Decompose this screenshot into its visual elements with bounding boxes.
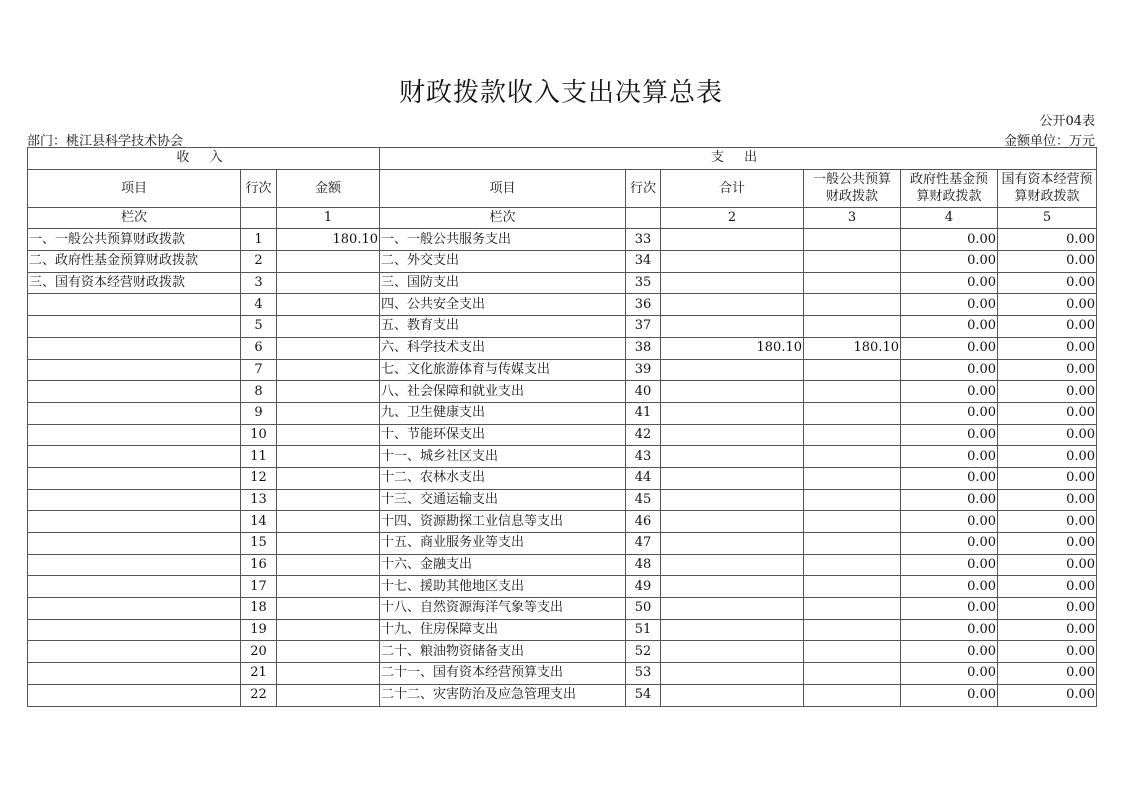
income-rowno-cell: 2 bbox=[241, 251, 277, 273]
income-rowno-cell: 22 bbox=[241, 684, 277, 706]
income-rowno-cell: 6 bbox=[241, 337, 277, 359]
total-cell bbox=[661, 229, 804, 251]
income-amount-cell bbox=[277, 337, 380, 359]
table-row bbox=[28, 446, 1097, 468]
table-row bbox=[28, 294, 1097, 316]
gov-fund-cell: 0.00 bbox=[901, 402, 998, 424]
table-row bbox=[28, 381, 1097, 403]
table-row bbox=[28, 251, 1097, 273]
state-capital-cell: 0.00 bbox=[998, 467, 1097, 489]
gov-fund-cell: 0.00 bbox=[901, 316, 998, 338]
income-item-cell bbox=[28, 337, 241, 359]
income-header: 收 入 bbox=[28, 148, 380, 170]
table-row bbox=[28, 576, 1097, 598]
income-item-cell bbox=[28, 359, 241, 381]
total-cell bbox=[661, 576, 804, 598]
expense-rowno-header: 行次 bbox=[626, 169, 661, 207]
table-row bbox=[28, 511, 1097, 533]
total-cell bbox=[661, 402, 804, 424]
income-rowno-cell: 5 bbox=[241, 316, 277, 338]
income-item-cell: 一、一般公共预算财政拨款 bbox=[28, 229, 241, 251]
gov-fund-cell: 0.00 bbox=[901, 554, 998, 576]
expense-item-cell: 十二、农林水支出 bbox=[380, 467, 626, 489]
expense-item-cell: 一、一般公共服务支出 bbox=[380, 229, 626, 251]
table-row bbox=[28, 337, 1097, 359]
state-capital-cell: 0.00 bbox=[998, 489, 1097, 511]
table-row bbox=[28, 554, 1097, 576]
state-capital-cell: 0.00 bbox=[998, 663, 1097, 685]
col-number-2: 2 bbox=[661, 207, 804, 229]
income-amount-cell bbox=[277, 272, 380, 294]
expense-rowno-cell: 48 bbox=[626, 554, 661, 576]
total-cell bbox=[661, 359, 804, 381]
income-item-cell bbox=[28, 402, 241, 424]
gov-fund-cell: 0.00 bbox=[901, 294, 998, 316]
expense-item-cell: 二、外交支出 bbox=[380, 251, 626, 273]
state-capital-cell: 0.00 bbox=[998, 446, 1097, 468]
income-rowno-cell: 11 bbox=[241, 446, 277, 468]
unit-label: 金额单位：万元 bbox=[1003, 134, 1095, 149]
gov-fund-cell: 0.00 bbox=[901, 272, 998, 294]
gov-fund-cell: 0.00 bbox=[901, 663, 998, 685]
total-cell bbox=[661, 294, 804, 316]
table-row bbox=[28, 663, 1097, 685]
col-label-income: 栏次 bbox=[28, 207, 241, 229]
table-row bbox=[28, 402, 1097, 424]
expense-rowno-cell: 54 bbox=[626, 684, 661, 706]
expense-item-cell: 二十一、国有资本经营预算支出 bbox=[380, 663, 626, 685]
expense-item-cell: 五、教育支出 bbox=[380, 316, 626, 338]
expense-rowno-cell: 45 bbox=[626, 489, 661, 511]
total-cell bbox=[661, 489, 804, 511]
gov-fund-cell: 0.00 bbox=[901, 446, 998, 468]
expense-rowno-cell: 44 bbox=[626, 467, 661, 489]
general-budget-cell bbox=[804, 554, 901, 576]
table-row bbox=[28, 641, 1097, 663]
general-budget-cell bbox=[804, 446, 901, 468]
income-rowno-cell: 1 bbox=[241, 229, 277, 251]
expense-rowno-cell: 39 bbox=[626, 359, 661, 381]
expense-rowno-cell: 42 bbox=[626, 424, 661, 446]
income-amount-cell bbox=[277, 446, 380, 468]
expense-item-cell: 十五、商业服务业等支出 bbox=[380, 533, 626, 555]
income-item-header: 项目 bbox=[28, 169, 241, 207]
total-header: 合计 bbox=[661, 169, 804, 207]
gov-fund-cell: 0.00 bbox=[901, 576, 998, 598]
state-capital-cell: 0.00 bbox=[998, 316, 1097, 338]
general-budget-cell bbox=[804, 359, 901, 381]
gov-fund-cell: 0.00 bbox=[901, 619, 998, 641]
table-row bbox=[28, 272, 1097, 294]
gov-fund-cell: 0.00 bbox=[901, 684, 998, 706]
expense-item-cell: 十一、城乡社区支出 bbox=[380, 446, 626, 468]
state-capital-cell: 0.00 bbox=[998, 598, 1097, 620]
expense-item-cell: 八、社会保障和就业支出 bbox=[380, 381, 626, 403]
gov-fund-cell: 0.00 bbox=[901, 533, 998, 555]
income-rowno-cell: 16 bbox=[241, 554, 277, 576]
income-amount-cell bbox=[277, 402, 380, 424]
general-budget-cell bbox=[804, 663, 901, 685]
expense-rowno-cell: 34 bbox=[626, 251, 661, 273]
income-amount-cell bbox=[277, 359, 380, 381]
expense-item-header: 项目 bbox=[380, 169, 626, 207]
col-number-1: 1 bbox=[277, 207, 380, 229]
total-cell bbox=[661, 467, 804, 489]
expense-item-cell: 十三、交通运输支出 bbox=[380, 489, 626, 511]
expense-item-cell: 二十二、灾害防治及应急管理支出 bbox=[380, 684, 626, 706]
expense-rowno-cell: 37 bbox=[626, 316, 661, 338]
general-budget-cell bbox=[804, 684, 901, 706]
income-amount-cell bbox=[277, 511, 380, 533]
state-capital-cell: 0.00 bbox=[998, 424, 1097, 446]
income-rowno-cell: 13 bbox=[241, 489, 277, 511]
total-cell bbox=[661, 381, 804, 403]
general-budget-cell bbox=[804, 641, 901, 663]
general-budget-cell bbox=[804, 598, 901, 620]
general-budget-cell: 180.10 bbox=[804, 337, 901, 359]
department-label: 部门：桃江县科学技术协会 bbox=[27, 134, 184, 149]
income-amount-cell bbox=[277, 684, 380, 706]
general-budget-cell bbox=[804, 229, 901, 251]
table-row bbox=[28, 533, 1097, 555]
income-item-cell bbox=[28, 511, 241, 533]
expense-rowno-cell: 38 bbox=[626, 337, 661, 359]
income-rowno-header: 行次 bbox=[241, 169, 277, 207]
expense-item-cell: 十七、援助其他地区支出 bbox=[380, 576, 626, 598]
total-cell bbox=[661, 619, 804, 641]
income-item-cell bbox=[28, 467, 241, 489]
expense-item-cell: 二十、粮油物资储备支出 bbox=[380, 641, 626, 663]
col-number-5: 5 bbox=[998, 207, 1097, 229]
income-item-cell bbox=[28, 663, 241, 685]
expense-item-cell: 七、文化旅游体育与传媒支出 bbox=[380, 359, 626, 381]
income-amount-cell bbox=[277, 424, 380, 446]
income-amount-cell bbox=[277, 381, 380, 403]
income-amount-cell bbox=[277, 554, 380, 576]
total-cell bbox=[661, 641, 804, 663]
income-rowno-cell: 18 bbox=[241, 598, 277, 620]
income-item-cell bbox=[28, 554, 241, 576]
income-amount-cell bbox=[277, 316, 380, 338]
expense-rowno-cell: 53 bbox=[626, 663, 661, 685]
total-cell bbox=[661, 446, 804, 468]
expense-item-cell: 十九、住房保障支出 bbox=[380, 619, 626, 641]
expense-rowno-cell: 49 bbox=[626, 576, 661, 598]
total-cell bbox=[661, 554, 804, 576]
general-budget-cell bbox=[804, 511, 901, 533]
page-title: 财政拨款收入支出决算总表 bbox=[398, 78, 723, 108]
expense-rowno-cell: 40 bbox=[626, 381, 661, 403]
general-budget-cell bbox=[804, 467, 901, 489]
gov-fund-cell: 0.00 bbox=[901, 251, 998, 273]
income-amount-cell bbox=[277, 641, 380, 663]
income-amount-cell bbox=[277, 294, 380, 316]
table-row bbox=[28, 489, 1097, 511]
col-number-4: 4 bbox=[901, 207, 998, 229]
state-capital-cell: 0.00 bbox=[998, 294, 1097, 316]
income-item-cell bbox=[28, 489, 241, 511]
gov-fund-cell: 0.00 bbox=[901, 467, 998, 489]
state-capital-cell: 0.00 bbox=[998, 619, 1097, 641]
total-cell bbox=[661, 598, 804, 620]
income-rowno-cell: 19 bbox=[241, 619, 277, 641]
gov-fund-cell: 0.00 bbox=[901, 381, 998, 403]
income-rowno-cell: 10 bbox=[241, 424, 277, 446]
income-item-cell bbox=[28, 424, 241, 446]
state-capital-cell: 0.00 bbox=[998, 533, 1097, 555]
expense-rowno-cell: 50 bbox=[626, 598, 661, 620]
income-rowno-cell: 12 bbox=[241, 467, 277, 489]
expense-item-cell: 十六、金融支出 bbox=[380, 554, 626, 576]
table-row bbox=[28, 359, 1097, 381]
income-rowno-cell: 14 bbox=[241, 511, 277, 533]
col-number-3: 3 bbox=[804, 207, 901, 229]
gov-fund-header: 政府性基金预算财政拨款 bbox=[901, 169, 998, 207]
income-item-cell bbox=[28, 684, 241, 706]
gov-fund-cell: 0.00 bbox=[901, 424, 998, 446]
state-capital-cell: 0.00 bbox=[998, 402, 1097, 424]
expense-item-cell: 六、科学技术支出 bbox=[380, 337, 626, 359]
income-rowno-cell: 7 bbox=[241, 359, 277, 381]
state-capital-cell: 0.00 bbox=[998, 272, 1097, 294]
general-budget-cell bbox=[804, 424, 901, 446]
general-budget-cell bbox=[804, 402, 901, 424]
income-amount-header: 金额 bbox=[277, 169, 380, 207]
expense-header: 支 出 bbox=[380, 148, 1097, 170]
income-item-cell bbox=[28, 294, 241, 316]
income-amount-cell bbox=[277, 533, 380, 555]
state-capital-cell: 0.00 bbox=[998, 554, 1097, 576]
total-cell: 180.10 bbox=[661, 337, 804, 359]
general-budget-cell bbox=[804, 316, 901, 338]
income-amount-cell: 180.10 bbox=[277, 229, 380, 251]
gov-fund-cell: 0.00 bbox=[901, 511, 998, 533]
state-capital-cell: 0.00 bbox=[998, 229, 1097, 251]
expense-rowno-cell: 41 bbox=[626, 402, 661, 424]
income-rowno-cell: 4 bbox=[241, 294, 277, 316]
income-item-cell bbox=[28, 381, 241, 403]
table-row bbox=[28, 598, 1097, 620]
general-budget-cell bbox=[804, 272, 901, 294]
total-cell bbox=[661, 251, 804, 273]
table-row bbox=[28, 467, 1097, 489]
table-row bbox=[28, 684, 1097, 706]
table-row bbox=[28, 424, 1097, 446]
income-item-cell bbox=[28, 576, 241, 598]
expense-item-cell: 十八、自然资源海洋气象等支出 bbox=[380, 598, 626, 620]
income-item-cell bbox=[28, 316, 241, 338]
col-label-blank bbox=[241, 207, 277, 229]
total-cell bbox=[661, 424, 804, 446]
income-item-cell bbox=[28, 533, 241, 555]
income-rowno-cell: 21 bbox=[241, 663, 277, 685]
income-amount-cell bbox=[277, 619, 380, 641]
table-row bbox=[28, 619, 1097, 641]
income-item-cell bbox=[28, 598, 241, 620]
general-budget-cell bbox=[804, 576, 901, 598]
expense-rowno-cell: 46 bbox=[626, 511, 661, 533]
income-amount-cell bbox=[277, 489, 380, 511]
income-rowno-cell: 8 bbox=[241, 381, 277, 403]
expense-rowno-cell: 33 bbox=[626, 229, 661, 251]
expense-item-cell: 三、国防支出 bbox=[380, 272, 626, 294]
expense-item-cell: 十、节能环保支出 bbox=[380, 424, 626, 446]
expense-item-cell: 九、卫生健康支出 bbox=[380, 402, 626, 424]
expense-rowno-cell: 36 bbox=[626, 294, 661, 316]
general-budget-cell bbox=[804, 251, 901, 273]
col-label-blank bbox=[626, 207, 661, 229]
income-rowno-cell: 20 bbox=[241, 641, 277, 663]
general-budget-cell bbox=[804, 619, 901, 641]
income-rowno-cell: 15 bbox=[241, 533, 277, 555]
expense-rowno-cell: 52 bbox=[626, 641, 661, 663]
state-capital-cell: 0.00 bbox=[998, 641, 1097, 663]
expense-rowno-cell: 43 bbox=[626, 446, 661, 468]
income-item-cell bbox=[28, 446, 241, 468]
general-budget-cell bbox=[804, 533, 901, 555]
table-row bbox=[28, 316, 1097, 338]
table-row bbox=[28, 229, 1097, 251]
state-capital-cell: 0.00 bbox=[998, 359, 1097, 381]
state-capital-cell: 0.00 bbox=[998, 381, 1097, 403]
income-item-cell bbox=[28, 641, 241, 663]
total-cell bbox=[661, 684, 804, 706]
total-cell bbox=[661, 316, 804, 338]
gov-fund-cell: 0.00 bbox=[901, 641, 998, 663]
total-cell bbox=[661, 511, 804, 533]
expense-item-cell: 四、公共安全支出 bbox=[380, 294, 626, 316]
expense-rowno-cell: 51 bbox=[626, 619, 661, 641]
col-label-expense: 栏次 bbox=[380, 207, 626, 229]
general-budget-cell bbox=[804, 294, 901, 316]
total-cell bbox=[661, 272, 804, 294]
finance-table bbox=[27, 147, 1097, 707]
general-budget-header: 一般公共预算财政拨款 bbox=[804, 169, 901, 207]
expense-rowno-cell: 47 bbox=[626, 533, 661, 555]
income-amount-cell bbox=[277, 598, 380, 620]
general-budget-cell bbox=[804, 489, 901, 511]
gov-fund-cell: 0.00 bbox=[901, 598, 998, 620]
state-capital-cell: 0.00 bbox=[998, 684, 1097, 706]
general-budget-cell bbox=[804, 381, 901, 403]
state-capital-cell: 0.00 bbox=[998, 511, 1097, 533]
income-rowno-cell: 9 bbox=[241, 402, 277, 424]
form-number: 公开04表 bbox=[1039, 114, 1095, 129]
total-cell bbox=[661, 533, 804, 555]
total-cell bbox=[661, 663, 804, 685]
expense-rowno-cell: 35 bbox=[626, 272, 661, 294]
gov-fund-cell: 0.00 bbox=[901, 489, 998, 511]
gov-fund-cell: 0.00 bbox=[901, 359, 998, 381]
income-item-cell: 三、国有资本经营财政拨款 bbox=[28, 272, 241, 294]
state-capital-cell: 0.00 bbox=[998, 337, 1097, 359]
income-rowno-cell: 17 bbox=[241, 576, 277, 598]
income-item-cell: 二、政府性基金预算财政拨款 bbox=[28, 251, 241, 273]
state-capital-cell: 0.00 bbox=[998, 576, 1097, 598]
income-amount-cell bbox=[277, 251, 380, 273]
income-amount-cell bbox=[277, 663, 380, 685]
income-amount-cell bbox=[277, 576, 380, 598]
income-rowno-cell: 3 bbox=[241, 272, 277, 294]
income-item-cell bbox=[28, 619, 241, 641]
expense-item-cell: 十四、资源勘探工业信息等支出 bbox=[380, 511, 626, 533]
gov-fund-cell: 0.00 bbox=[901, 229, 998, 251]
income-amount-cell bbox=[277, 467, 380, 489]
gov-fund-cell: 0.00 bbox=[901, 337, 998, 359]
state-capital-cell: 0.00 bbox=[998, 251, 1097, 273]
state-capital-header: 国有资本经营预算财政拨款 bbox=[998, 169, 1097, 207]
